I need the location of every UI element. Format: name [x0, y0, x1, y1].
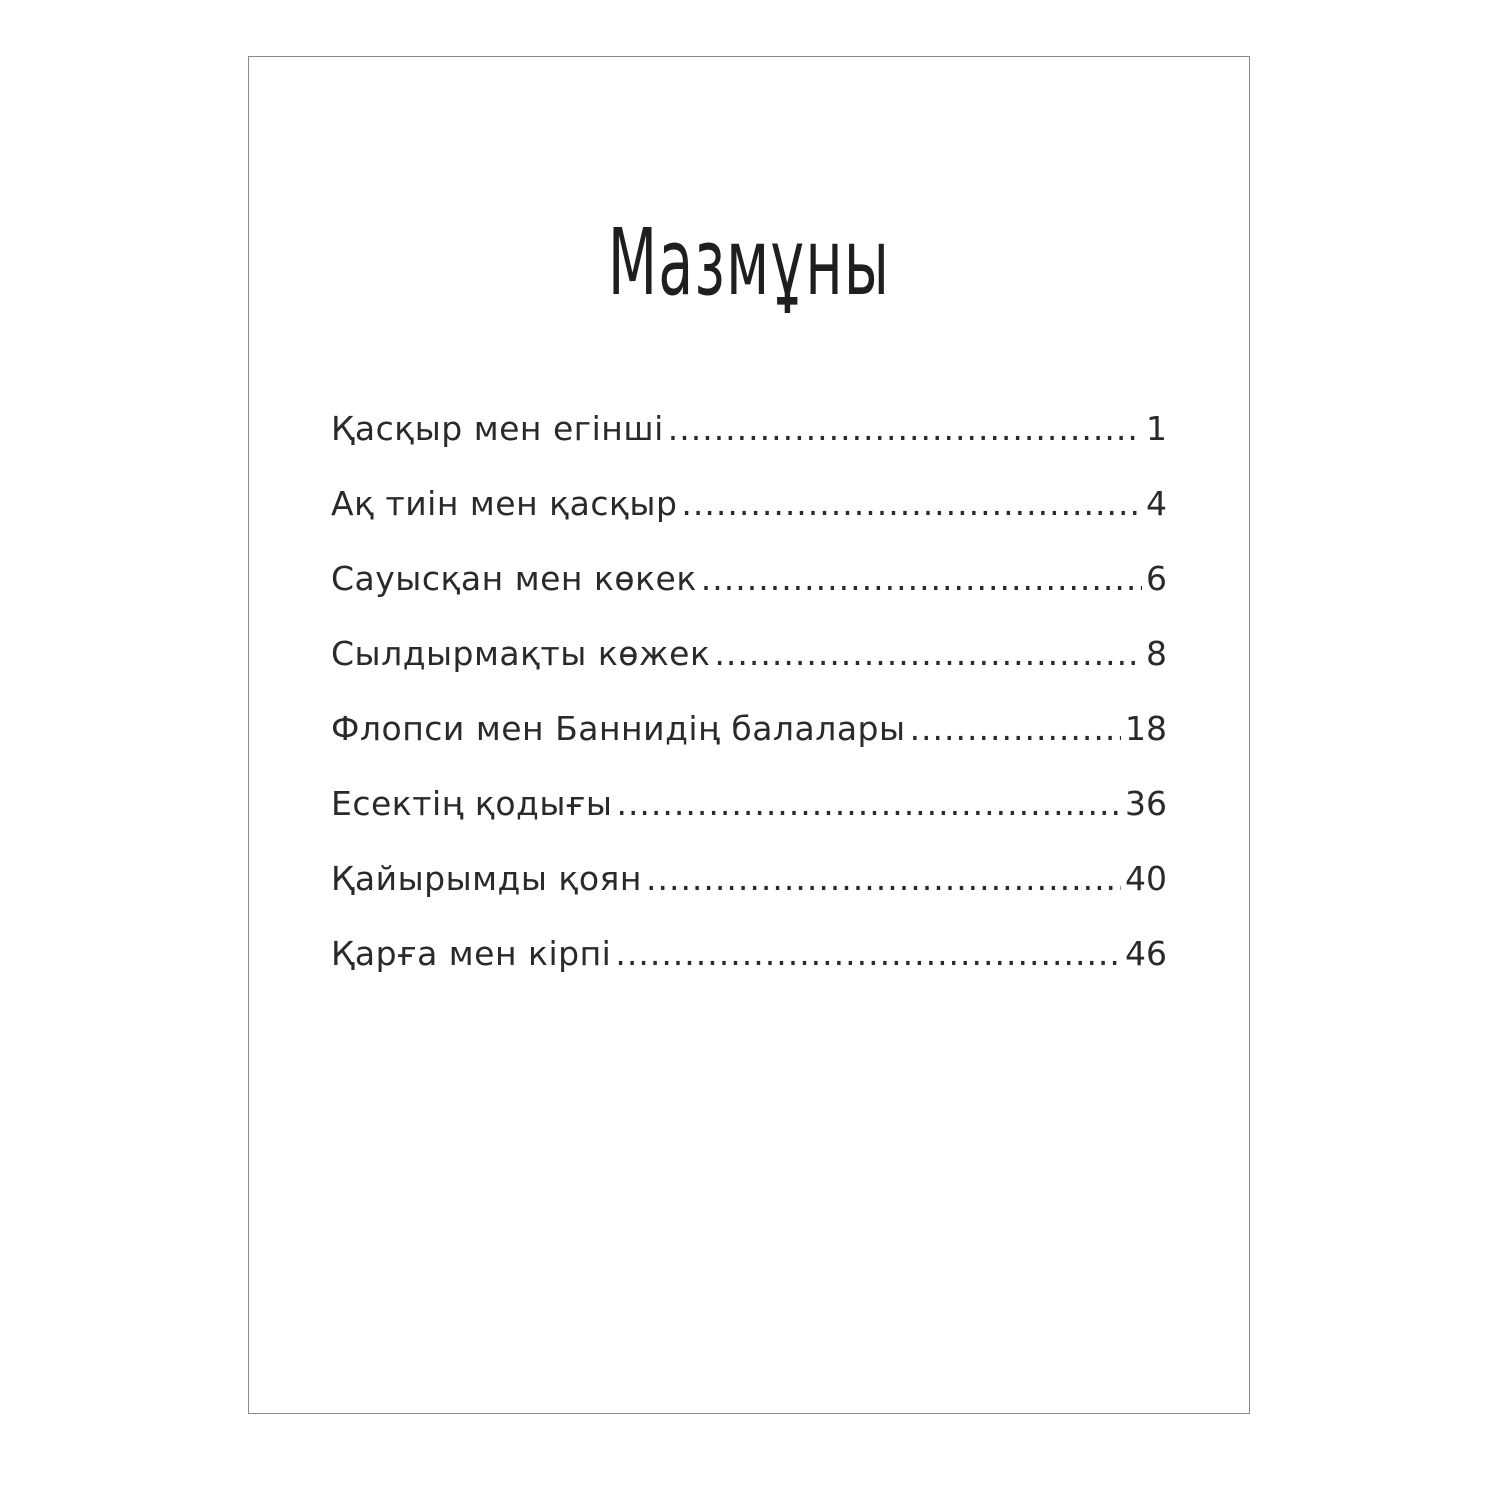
toc-dot-leader: [646, 859, 1121, 898]
toc-entry[interactable]: [331, 484, 1167, 559]
toc-entry-title: Сауысқан мен көкек: [331, 559, 697, 598]
toc-dot-leader: [714, 634, 1142, 673]
toc-entry-title: Қайырымды қоян: [331, 859, 642, 898]
toc-entry-title: Флопси мен Баннидің балалары: [331, 709, 906, 748]
toc-entry[interactable]: [331, 634, 1167, 709]
toc-entry[interactable]: [331, 934, 1167, 1009]
toc-entry-title: Сылдырмақты көжек: [331, 634, 711, 673]
toc-entry-title: Ақ тиін мен қасқыр: [331, 484, 678, 523]
page-title: Мазмұны: [607, 209, 891, 316]
toc-dot-leader: [616, 784, 1121, 823]
toc-page-number: 18: [1125, 709, 1167, 748]
table-of-contents: [331, 409, 1167, 1009]
toc-entry[interactable]: [331, 409, 1167, 484]
toc-page-number: 36: [1125, 784, 1167, 823]
toc-entry-title: Қасқыр мен егінші: [331, 409, 664, 448]
toc-dot-leader: [615, 934, 1121, 973]
toc-page-number: 40: [1125, 859, 1167, 898]
toc-dot-leader: [701, 559, 1142, 598]
toc-entry[interactable]: [331, 784, 1167, 859]
toc-entry-title: Есектің қодығы: [331, 784, 613, 823]
toc-dot-leader: [668, 409, 1142, 448]
toc-entry[interactable]: [331, 709, 1167, 784]
toc-entry[interactable]: [331, 559, 1167, 634]
toc-dot-leader: [910, 709, 1121, 748]
toc-page-number: 4: [1146, 484, 1167, 523]
toc-page-number: 1: [1146, 409, 1167, 448]
toc-page-number: 46: [1125, 934, 1167, 973]
document-page: [248, 56, 1250, 1414]
toc-entry[interactable]: [331, 859, 1167, 934]
toc-entry-title: Қарға мен кірпі: [331, 934, 612, 973]
toc-page-number: 8: [1146, 634, 1167, 673]
toc-dot-leader: [681, 484, 1142, 523]
toc-page-number: 6: [1146, 559, 1167, 598]
